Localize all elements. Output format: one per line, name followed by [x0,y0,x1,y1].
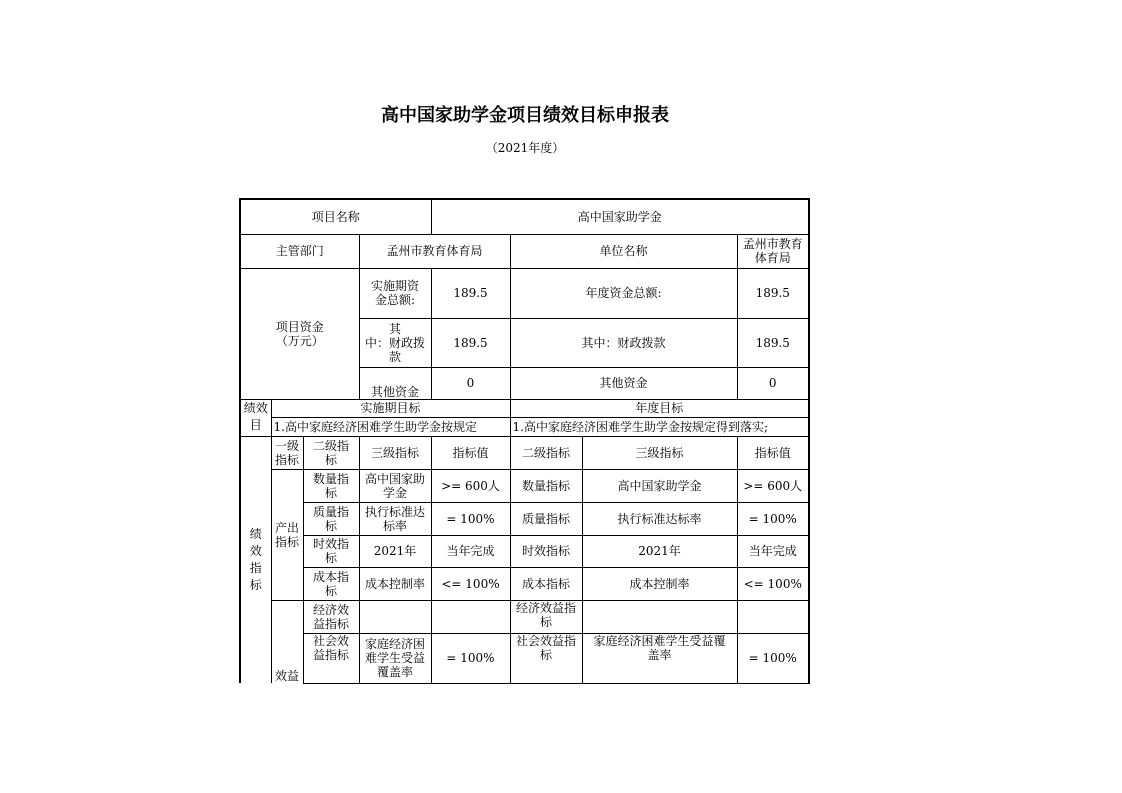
row-l2-annual: 质量指标 [510,502,582,535]
annual-goal-header: 年度目标 [510,399,809,417]
impl-fiscal-label: 其 中：财政拨 款 [359,318,431,367]
row-l2: 成本指 标 [303,567,359,600]
row-l3: 执行标准达 标率 [359,502,431,535]
dept-label: 主管部门 [240,234,359,268]
row-value-annual: <= 100% [737,567,809,600]
annual-fiscal-label: 其中：财政拨款 [510,318,737,367]
unit-label: 单位名称 [510,234,737,268]
row-l3 [359,600,431,633]
row-l3: 家庭经济困 难学生受益 覆盖率 [359,633,431,683]
row-value: >= 600人 [431,469,510,502]
output-indicator-label: 产出 指标 [271,469,303,600]
row-value: = 100% [431,633,510,683]
project-name-label: 项目名称 [240,199,431,234]
impl-fiscal-value: 189.5 [431,318,510,367]
row-l2-annual: 经济效益指 标 [510,600,582,633]
col-level1-header: 一级 指标 [271,436,303,469]
row-l3-annual: 执行标准达标率 [582,502,737,535]
impl-other-value: 0 [431,367,510,399]
col-level3-annual-header: 三级指标 [582,436,737,469]
row-value [431,600,510,633]
goal-section-label: 绩效 目 [240,399,271,436]
row-l2: 经济效 益指标 [303,600,359,633]
benefit-indicator-label: 效益 [271,600,303,683]
row-l2-annual: 时效指标 [510,535,582,567]
row-l3: 2021年 [359,535,431,567]
row-l2: 数量指 标 [303,469,359,502]
col-value-header: 指标值 [431,436,510,469]
row-l3: 高中国家助 学金 [359,469,431,502]
row-value: 当年完成 [431,535,510,567]
impl-other-label: 其他资金 [359,367,431,399]
row-l3-annual: 高中国家助学金 [582,469,737,502]
funds-label-text: 项目资金 （万元） [275,319,324,348]
row-l3-annual [582,600,737,633]
row-l2: 质量指 标 [303,502,359,535]
annual-total-label: 年度资金总额: [510,268,737,318]
row-value: <= 100% [431,567,510,600]
annual-fiscal-value: 189.5 [737,318,809,367]
row-value-annual: = 100% [737,633,809,683]
funds-label [240,268,359,399]
row-l2-annual: 数量指标 [510,469,582,502]
dept-value: 孟州市教育体育局 [359,234,510,268]
row-value-annual [737,600,809,633]
row-l3-annual: 2021年 [582,535,737,567]
row-l2-annual: 成本指标 [510,567,582,600]
annual-other-value: 0 [737,367,809,399]
impl-goal-header: 实施期目标 [271,399,510,417]
impl-total-label: 实施期资 金总额: [359,268,431,318]
row-l2: 时效指 标 [303,535,359,567]
annual-goal-text: 1.高中家庭经济困难学生助学金按规定得到落实; [510,417,809,436]
row-l3-annual: 成本控制率 [582,567,737,600]
row-l3-annual: 家庭经济困难学生受益覆 盖率 [582,633,737,683]
annual-other-label: 其他资金 [510,367,737,399]
row-l2: 社会效 益指标 [303,633,359,683]
row-value-annual: >= 600人 [737,469,809,502]
col-value-annual-header: 指标值 [737,436,809,469]
row-value-annual: 当年完成 [737,535,809,567]
col-level2-header: 二级指 标 [303,436,359,469]
annual-total-value: 189.5 [737,268,809,318]
indicator-section-text: 绩 效 指 标 [249,526,262,592]
row-l2-annual: 社会效益指 标 [510,633,582,683]
row-value-annual: = 100% [737,502,809,535]
document-title: 高中国家助学金项目绩效目标申报表 [381,105,669,126]
col-level2-annual-header: 二级指标 [510,436,582,469]
row-l3: 成本控制率 [359,567,431,600]
indicator-section-label [240,436,271,683]
document-subtitle: （2021年度） [485,141,565,155]
unit-value: 孟州市教育体育局 [737,234,809,268]
col-level3-header: 三级指标 [359,436,431,469]
row-value: = 100% [431,502,510,535]
project-name-value: 高中国家助学金 [431,199,809,234]
impl-goal-text: 1.高中家庭经济困难学生助学金按规定 [271,417,510,436]
performance-target-table [239,198,810,684]
impl-total-value: 189.5 [431,268,510,318]
